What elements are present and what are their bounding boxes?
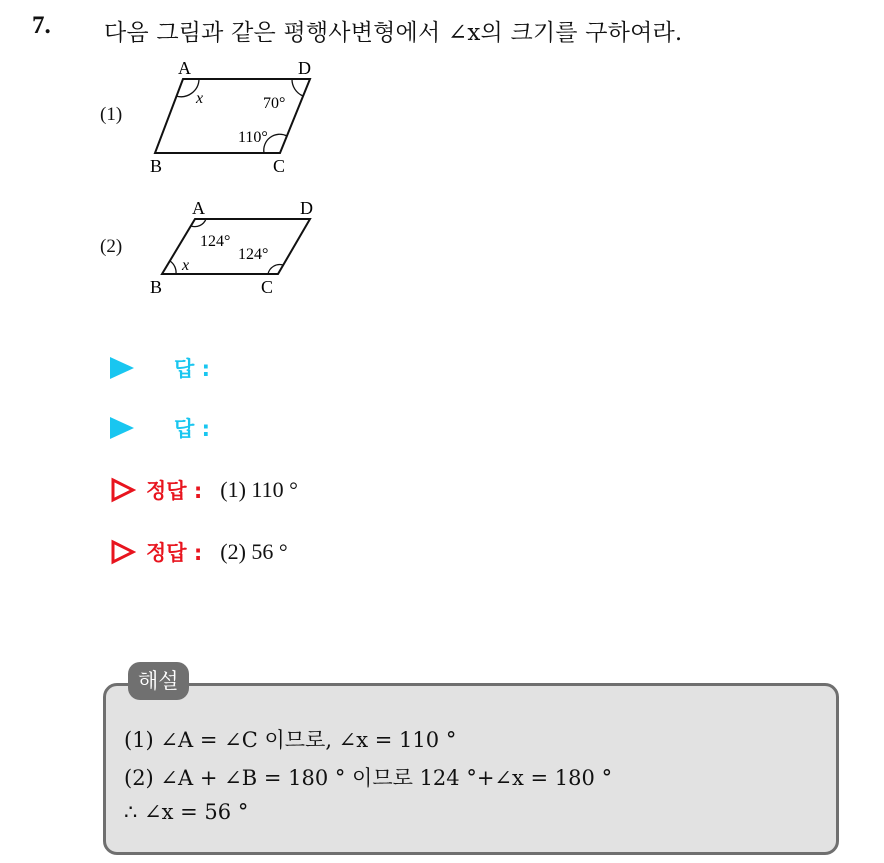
figure-2-parallelogram xyxy=(140,192,340,307)
correct-label: 정답 : xyxy=(146,541,203,565)
answer-row-1 xyxy=(110,352,210,384)
solution-line-3: ∴ ∠x = 56 ° xyxy=(124,800,249,824)
answer-label: 답 : xyxy=(174,417,210,441)
correct-row-2 xyxy=(110,536,288,568)
answer-label: 답 : xyxy=(174,357,210,381)
correct-outline-arrow-icon xyxy=(110,477,136,503)
angle-a-value-2: 124° xyxy=(200,233,231,250)
solution-tag: 해설 xyxy=(128,662,189,700)
question-number: 7. xyxy=(32,12,51,39)
figure-1-label: (1) xyxy=(100,104,123,125)
vertex-d-1: D xyxy=(298,58,311,78)
vertex-b-1: B xyxy=(150,156,163,176)
vertex-b-2: B xyxy=(150,277,163,297)
vertex-d-2: D xyxy=(300,198,313,218)
answer-arrow-icon xyxy=(110,417,134,439)
angle-b-arc-2 xyxy=(170,261,176,274)
figure-1-parallelogram xyxy=(140,56,340,181)
answer-arrow-icon xyxy=(110,357,134,379)
angle-c-value-2: 124° xyxy=(238,246,269,263)
parallelogram-1-shape xyxy=(155,79,310,153)
vertex-a-2: A xyxy=(192,198,205,218)
angle-d-value-1: 70° xyxy=(263,95,286,112)
angle-x-label-1: x xyxy=(196,90,204,107)
vertex-a-1: A xyxy=(178,58,191,78)
vertex-c-1: C xyxy=(273,156,286,176)
correct-outline-arrow-icon xyxy=(110,539,136,565)
correct-row-1 xyxy=(110,474,298,506)
angle-c-value-1: 110° xyxy=(238,129,268,146)
answer-row-2 xyxy=(110,412,210,444)
correct-value: (1) 110 ° xyxy=(220,477,298,502)
angle-d-arc-1 xyxy=(292,79,303,96)
angle-x-label-2: x xyxy=(182,257,190,274)
vertex-c-2: C xyxy=(261,277,274,297)
question-text: 다음 그림과 같은 평행사변형에서 ∠x의 크기를 구하여라. xyxy=(104,20,683,46)
solution-line-2: (2) ∠A + ∠B = 180 ° 이므로 124 °+∠x = 180 ° xyxy=(124,766,613,790)
solution-line-1: (1) ∠A = ∠C 이므로, ∠x = 110 ° xyxy=(124,728,457,752)
figure-2-label: (2) xyxy=(100,236,123,257)
correct-label: 정답 : xyxy=(146,479,203,503)
correct-value: (2) 56 ° xyxy=(220,539,288,564)
